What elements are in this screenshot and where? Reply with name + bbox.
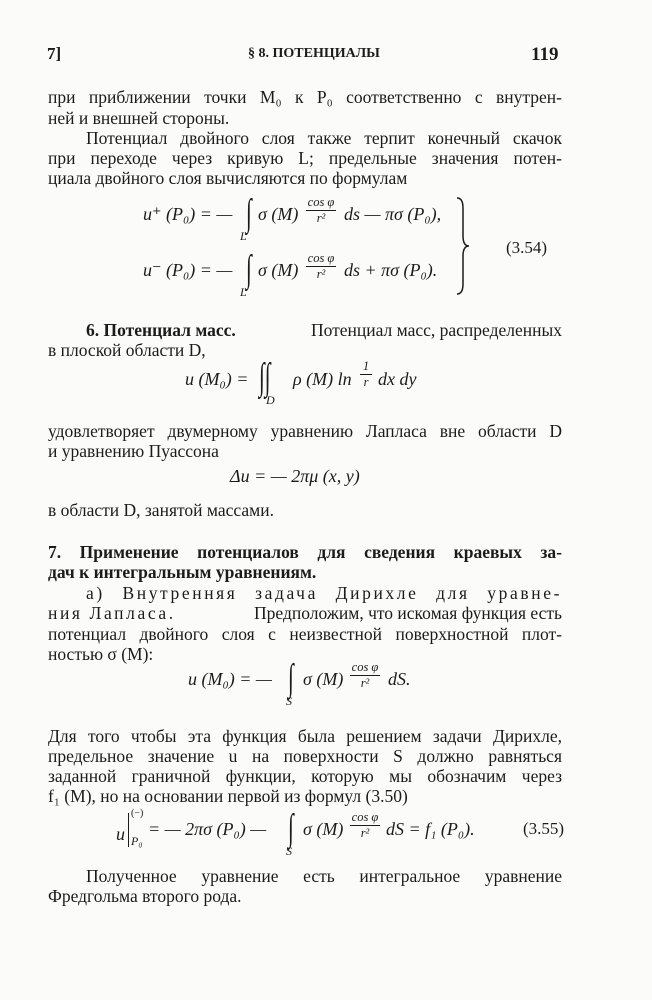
eq-mid: σ (M)	[303, 819, 344, 839]
subsection-heading: ния Лапласа.	[48, 603, 176, 623]
frac-num: cos φ	[351, 810, 379, 824]
eq-mid: σ (M)	[303, 669, 344, 689]
eq-mid: σ (M)	[258, 204, 299, 224]
frac-den: r	[363, 375, 369, 389]
text-line: в области D, занятой массами.	[48, 500, 274, 520]
eval-bar	[128, 813, 129, 847]
frac-num: cos φ	[351, 660, 379, 674]
integral-sign: ∫	[246, 248, 252, 290]
text-line: при приближении точки M₀ к P₀ соответственно с внутрен-	[48, 87, 562, 107]
eq-rhs: ds — πσ (P₀),	[344, 204, 442, 224]
text-line: заданной граничной функции, которую мы обозначим через	[48, 766, 562, 786]
text-line: при переходе через кривую L; предельные значения потен-	[48, 148, 562, 168]
frac-den: r²	[360, 676, 370, 690]
frac-num: cos φ	[307, 251, 335, 265]
chapter-number: 7]	[47, 44, 62, 63]
text-span: Предположим, что искомая функция есть	[254, 603, 562, 623]
fraction	[350, 661, 380, 690]
eq-lhs: u⁻ (P₀) = —	[143, 260, 233, 280]
page-number: 119	[531, 44, 559, 65]
section-6-title: 6. Потенциал масс.	[86, 320, 236, 340]
frac-den: r²	[316, 211, 326, 225]
eq-rhs: dS.	[388, 669, 411, 689]
equation-poisson: Δu = — 2πμ (x, y)	[230, 466, 360, 486]
eq-lhs: u⁺ (P₀) = —	[143, 204, 233, 224]
fraction	[360, 360, 372, 389]
integral-subscript: L	[240, 229, 247, 243]
text-line: Фредгольма второго рода.	[48, 886, 242, 906]
text-line	[48, 603, 562, 623]
integral-subscript: D	[266, 393, 275, 407]
eq-u: u	[116, 824, 125, 844]
eq-mid: σ (M)	[258, 260, 299, 280]
text-line: Потенциал двойного слоя также терпит конечный скачок	[86, 128, 562, 148]
eq-rhs: ds + πσ (P₀).	[344, 260, 438, 280]
text-line: циала двойного слоя вычисляются по формулам	[48, 168, 408, 188]
text-line: f₁ (M), но на основании первой из формул (3.50)	[48, 786, 408, 806]
running-title: § 8. ПОТЕНЦИАЛЫ	[248, 46, 380, 61]
eval-subscript: P₀	[131, 834, 143, 848]
equation-number: (3.55)	[523, 819, 565, 838]
integral-sign: ∫	[288, 807, 294, 849]
integral-sign: ∫	[246, 192, 252, 234]
eq-mid: ρ (M) ln	[293, 369, 352, 389]
text-span: Потенциал масс, распределенных	[310, 320, 562, 340]
integral-sign: ∫	[288, 657, 294, 699]
integral-subscript: S	[286, 694, 292, 708]
fraction	[350, 811, 380, 840]
subsection-heading: а) Внутренняя задача Дирихле для уравне-	[86, 583, 562, 603]
text-line: Полученное уравнение есть интегральное уравнение	[86, 866, 562, 886]
integral-subscript: S	[286, 844, 292, 858]
section-6-line	[86, 320, 562, 340]
eq-rhs: dS = f₁ (P₀).	[386, 819, 475, 839]
text-line: Для того чтобы эта функция была решением задачи Дирихле,	[48, 726, 562, 746]
section-7-title: дач к интегральным уравнениям.	[48, 562, 317, 582]
text-line: потенциал двойного слоя с неизвестной поверхностной плот-	[48, 624, 562, 644]
fraction	[306, 196, 336, 225]
text-line: ней и внешней стороны.	[48, 108, 230, 128]
eval-superscript: (−)	[131, 808, 144, 819]
eq-rhs: dx dy	[378, 369, 417, 389]
right-brace	[455, 196, 471, 296]
eq-mid: = — 2πσ (P₀) —	[148, 819, 267, 839]
frac-num: cos φ	[307, 195, 335, 209]
text-line: предельное значение u на поверхности S должно равняться	[48, 746, 562, 766]
equation-number: (3.54)	[506, 238, 548, 257]
frac-den: r²	[360, 826, 370, 840]
frac-den: r²	[316, 267, 326, 281]
fraction	[306, 252, 336, 281]
text-line: удовлетворяет двумерному уравнению Лапласа вне области D	[48, 421, 562, 441]
text-line: ностью σ (M):	[48, 644, 154, 664]
frac-num: 1	[362, 359, 370, 373]
eq-lhs: u (M₀) =	[185, 369, 249, 389]
integral-sign: ∫∫	[259, 356, 271, 398]
eq-lhs: u (M₀) = —	[188, 669, 272, 689]
text-line: и уравнению Пуассона	[48, 441, 219, 461]
integral-subscript: L	[240, 285, 247, 299]
text-line: в плоской области D,	[48, 340, 206, 360]
section-7-title: 7. Применение потенциалов для сведения краевых за-	[48, 542, 562, 562]
